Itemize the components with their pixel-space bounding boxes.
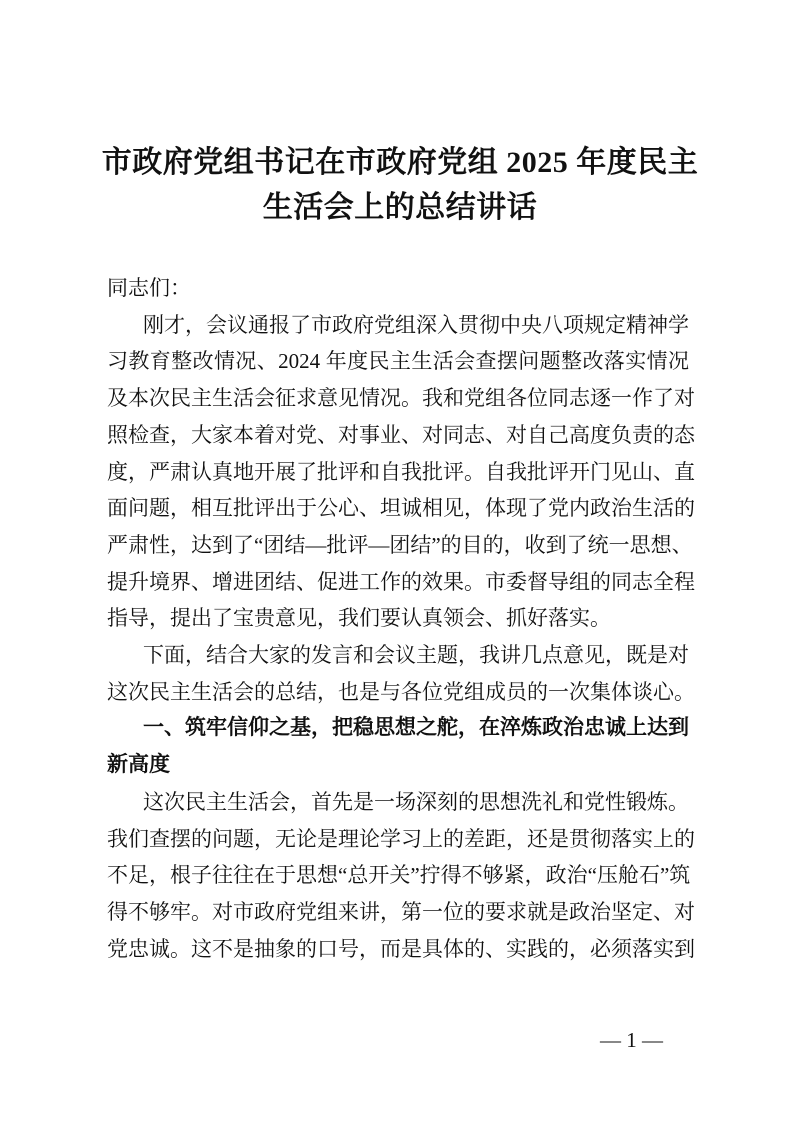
text-line: 指导，提出了宝贵意见，我们要认真领会、抓好落实。 [107,606,611,631]
text-line: 提升境界、增进团结、促进工作的效果。市委督导组的同志全程 [107,569,695,594]
text-line: 刚才，会议通报了市政府党组深入贯彻中央八项规定精神学 [143,312,689,337]
text-line: 照检查，大家本着对党、对事业、对同志、对自己高度负责的态 [107,422,695,447]
text-line: 严肃性，达到了“团结—批评—团结”的目的，收到了统一思想、 [107,532,693,557]
title-line-2: 生活会上的总结讲话 [262,191,538,224]
title-line-1: 市政府党组书记在市政府党组 2025 年度民主 [101,146,699,179]
text-line: 我们查摆的问题，无论是理论学习上的差距，还是贯彻落实上的 [107,826,695,851]
salutation: 同志们： [107,276,191,300]
text-line: 度，严肃认真地开展了批评和自我批评。自我批评开门见山、直 [107,459,695,484]
text-line: 面问题，相互批评出于公心、坦诚相见，体现了党内政治生活的 [107,496,695,521]
text-line: 一、筑牢信仰之基，把稳思想之舵，在淬炼政治忠诚上达到 [143,716,689,740]
text-line: 不足，根子往往在于思想“总开关”拧得不够紧，政治“压舱石”筑 [107,863,691,888]
text-line: 及本次民主生活会征求意见情况。我和党组各位同志逐一作了对 [107,386,695,411]
text-line: 下面，结合大家的发言和会议主题，我讲几点意见，既是对 [143,643,689,668]
page-number: — 1 — [600,1028,663,1052]
section-heading [107,710,689,783]
text-line: 党忠诚。这不是抽象的口号，而是具体的、实践的，必须落实到 [107,936,695,961]
paragraph [107,637,695,710]
document-title [100,140,700,230]
text-line: 这次民主生活会，首先是一场深刻的思想洗礼和党性锻炼。 [143,789,689,814]
text-line: 新高度 [107,753,170,777]
paragraph [107,784,695,968]
paragraph [107,307,695,637]
document-body [107,270,695,967]
text-line: 得不够牢。对市政府党组来讲，第一位的要求就是政治坚定、对 [107,899,695,924]
text-line: 这次民主生活会的总结，也是与各位党组成员的一次集体谈心。 [107,679,695,704]
text-line: 习教育整改情况、2024 年度民主生活会查摆问题整改落实情况 [107,349,689,374]
